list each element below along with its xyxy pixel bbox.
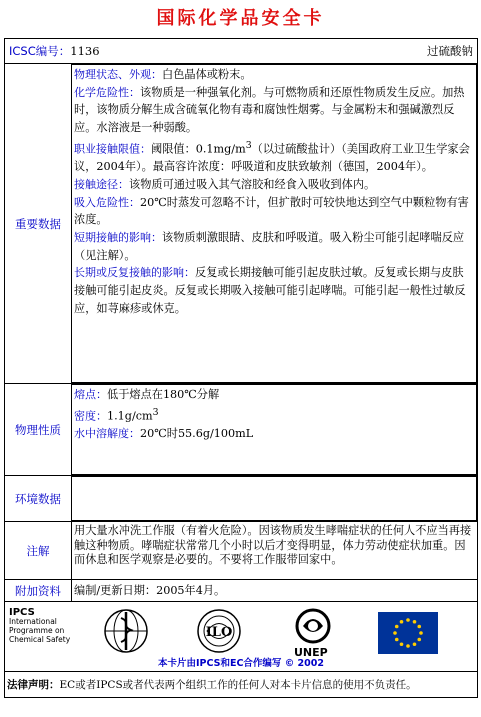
exposure-route-item: 接触途径：该物质可通过吸入其气溶胶和经食入吸收到体内。 (74, 177, 376, 191)
vital-data-label: 重要数据 (5, 64, 72, 383)
long-term-effects-item: 长期或反复接触的影响：反复或长期接触可能引起皮肤过敏。反复或长期与皮肤接触可能引起皮炎。反复或长期吸入接触可能引起哮喘。可能引起一般性过敏反应，如荨麻疹或休克。 (74, 266, 466, 315)
legal-notice-text: EC或者IPCS或者代表两个组织工作的任何人对本卡片信息的使用不负责任。 (59, 679, 417, 691)
notes-content: 用大量水冲洗工作服（有着火危险）。因该物质发生哮喘症状的任何人不应当再接触这种物质。哮喘症状常常几个小时以后才变得明显，体力劳动使症状加重。因而休息和医学观察是必要的。不要将工作服带回家中。 (74, 524, 472, 566)
physical-properties-row (5, 383, 477, 475)
eu-star (393, 631, 397, 635)
chemical-hazard-item: 化学危险性：该物质是一种强氧化剂。与可燃物质和还原性物质发生反应。加热时，该物质分解生成含硫氧化物有毒和腐蚀性烟雾。与金属粉末和强碱激烈反应。水溶液是一种弱酸。 (74, 85, 465, 135)
environmental-data-box (71, 476, 477, 521)
eu-flag-icon (378, 612, 438, 654)
legal-notice-key: 法律声明： (7, 679, 60, 691)
eu-star (417, 625, 421, 629)
short-term-effects-item: 短期接触的影响：该物质刺激眼睛、皮肤和呼吸道。吸入粉尘可能引起哮喘反应（见注解）。 (74, 231, 465, 262)
solubility-item: 水中溶解度：20℃时55.6g/100mL (74, 427, 254, 441)
eu-star (400, 642, 404, 646)
vital-data-row (5, 63, 477, 383)
logos-row (5, 601, 477, 671)
exposure-limit-item: 职业接触限值：阈限值：$0.1mg/m^3$（以过硫酸盐计）（美国政府工业卫生学家会议，2004年）。最高容许浓度：呼吸道和皮肤致敏剂（德国，2004年）。 (74, 139, 470, 174)
svg-text:ILO: ILO (205, 625, 233, 640)
ilo-logo-icon (193, 608, 245, 654)
eu-star (413, 620, 417, 624)
icsc-number: 1136 (70, 44, 100, 58)
legal-notice-row (5, 671, 477, 697)
density-item: 密度：$1.1g/cm^3$ (74, 406, 159, 423)
unep-logo-icon (291, 608, 335, 646)
eu-star (419, 631, 423, 635)
additional-info-label: 附加资料 (5, 580, 72, 601)
icsc-label: ICSC编号： (9, 44, 71, 58)
identification-row (5, 39, 477, 63)
additional-info-content: 编制/更新日期：2005年4月。 (74, 584, 226, 597)
card-frame (4, 38, 478, 698)
chemical-name: 过硫酸钠 (427, 44, 473, 58)
unep-label: UNEP (294, 646, 328, 659)
physical-state-item: 物理状态、外观：白色晶体或粉末。 (74, 68, 252, 81)
who-logo-icon (101, 608, 151, 654)
environmental-data-row (5, 475, 477, 521)
eu-star (413, 642, 417, 646)
vital-data-box (71, 64, 477, 383)
inhalation-risk-item: 吸入危险性：20℃时蒸发可忽略不计，但扩散时可较快地达到空气中颗粒物有害浓度。 (74, 195, 469, 227)
eu-star (406, 644, 410, 648)
additional-info-row (5, 579, 477, 601)
ipcs-abbr: IPCS (9, 607, 35, 618)
ipcs-block: IPCS International Programme on Chemical Safety (9, 607, 71, 644)
physical-properties-label: 物理性质 (5, 384, 72, 475)
environmental-data-label: 环境数据 (5, 476, 72, 521)
copyright-notice: 本卡片由IPCS和EC合作编写 © 2002 (157, 658, 324, 669)
physical-properties-box (71, 384, 477, 475)
eu-star (395, 638, 399, 642)
eu-star (417, 638, 421, 642)
eu-star (395, 625, 399, 629)
eu-star (400, 620, 404, 624)
card-title: 国际化学品安全卡 (156, 8, 325, 29)
melting-point-item: 熔点：低于熔点在180℃分解 (74, 388, 220, 401)
notes-label: 注解 (5, 522, 72, 579)
eu-star (406, 618, 410, 622)
icsc-id (9, 43, 100, 59)
notes-row (5, 521, 477, 579)
